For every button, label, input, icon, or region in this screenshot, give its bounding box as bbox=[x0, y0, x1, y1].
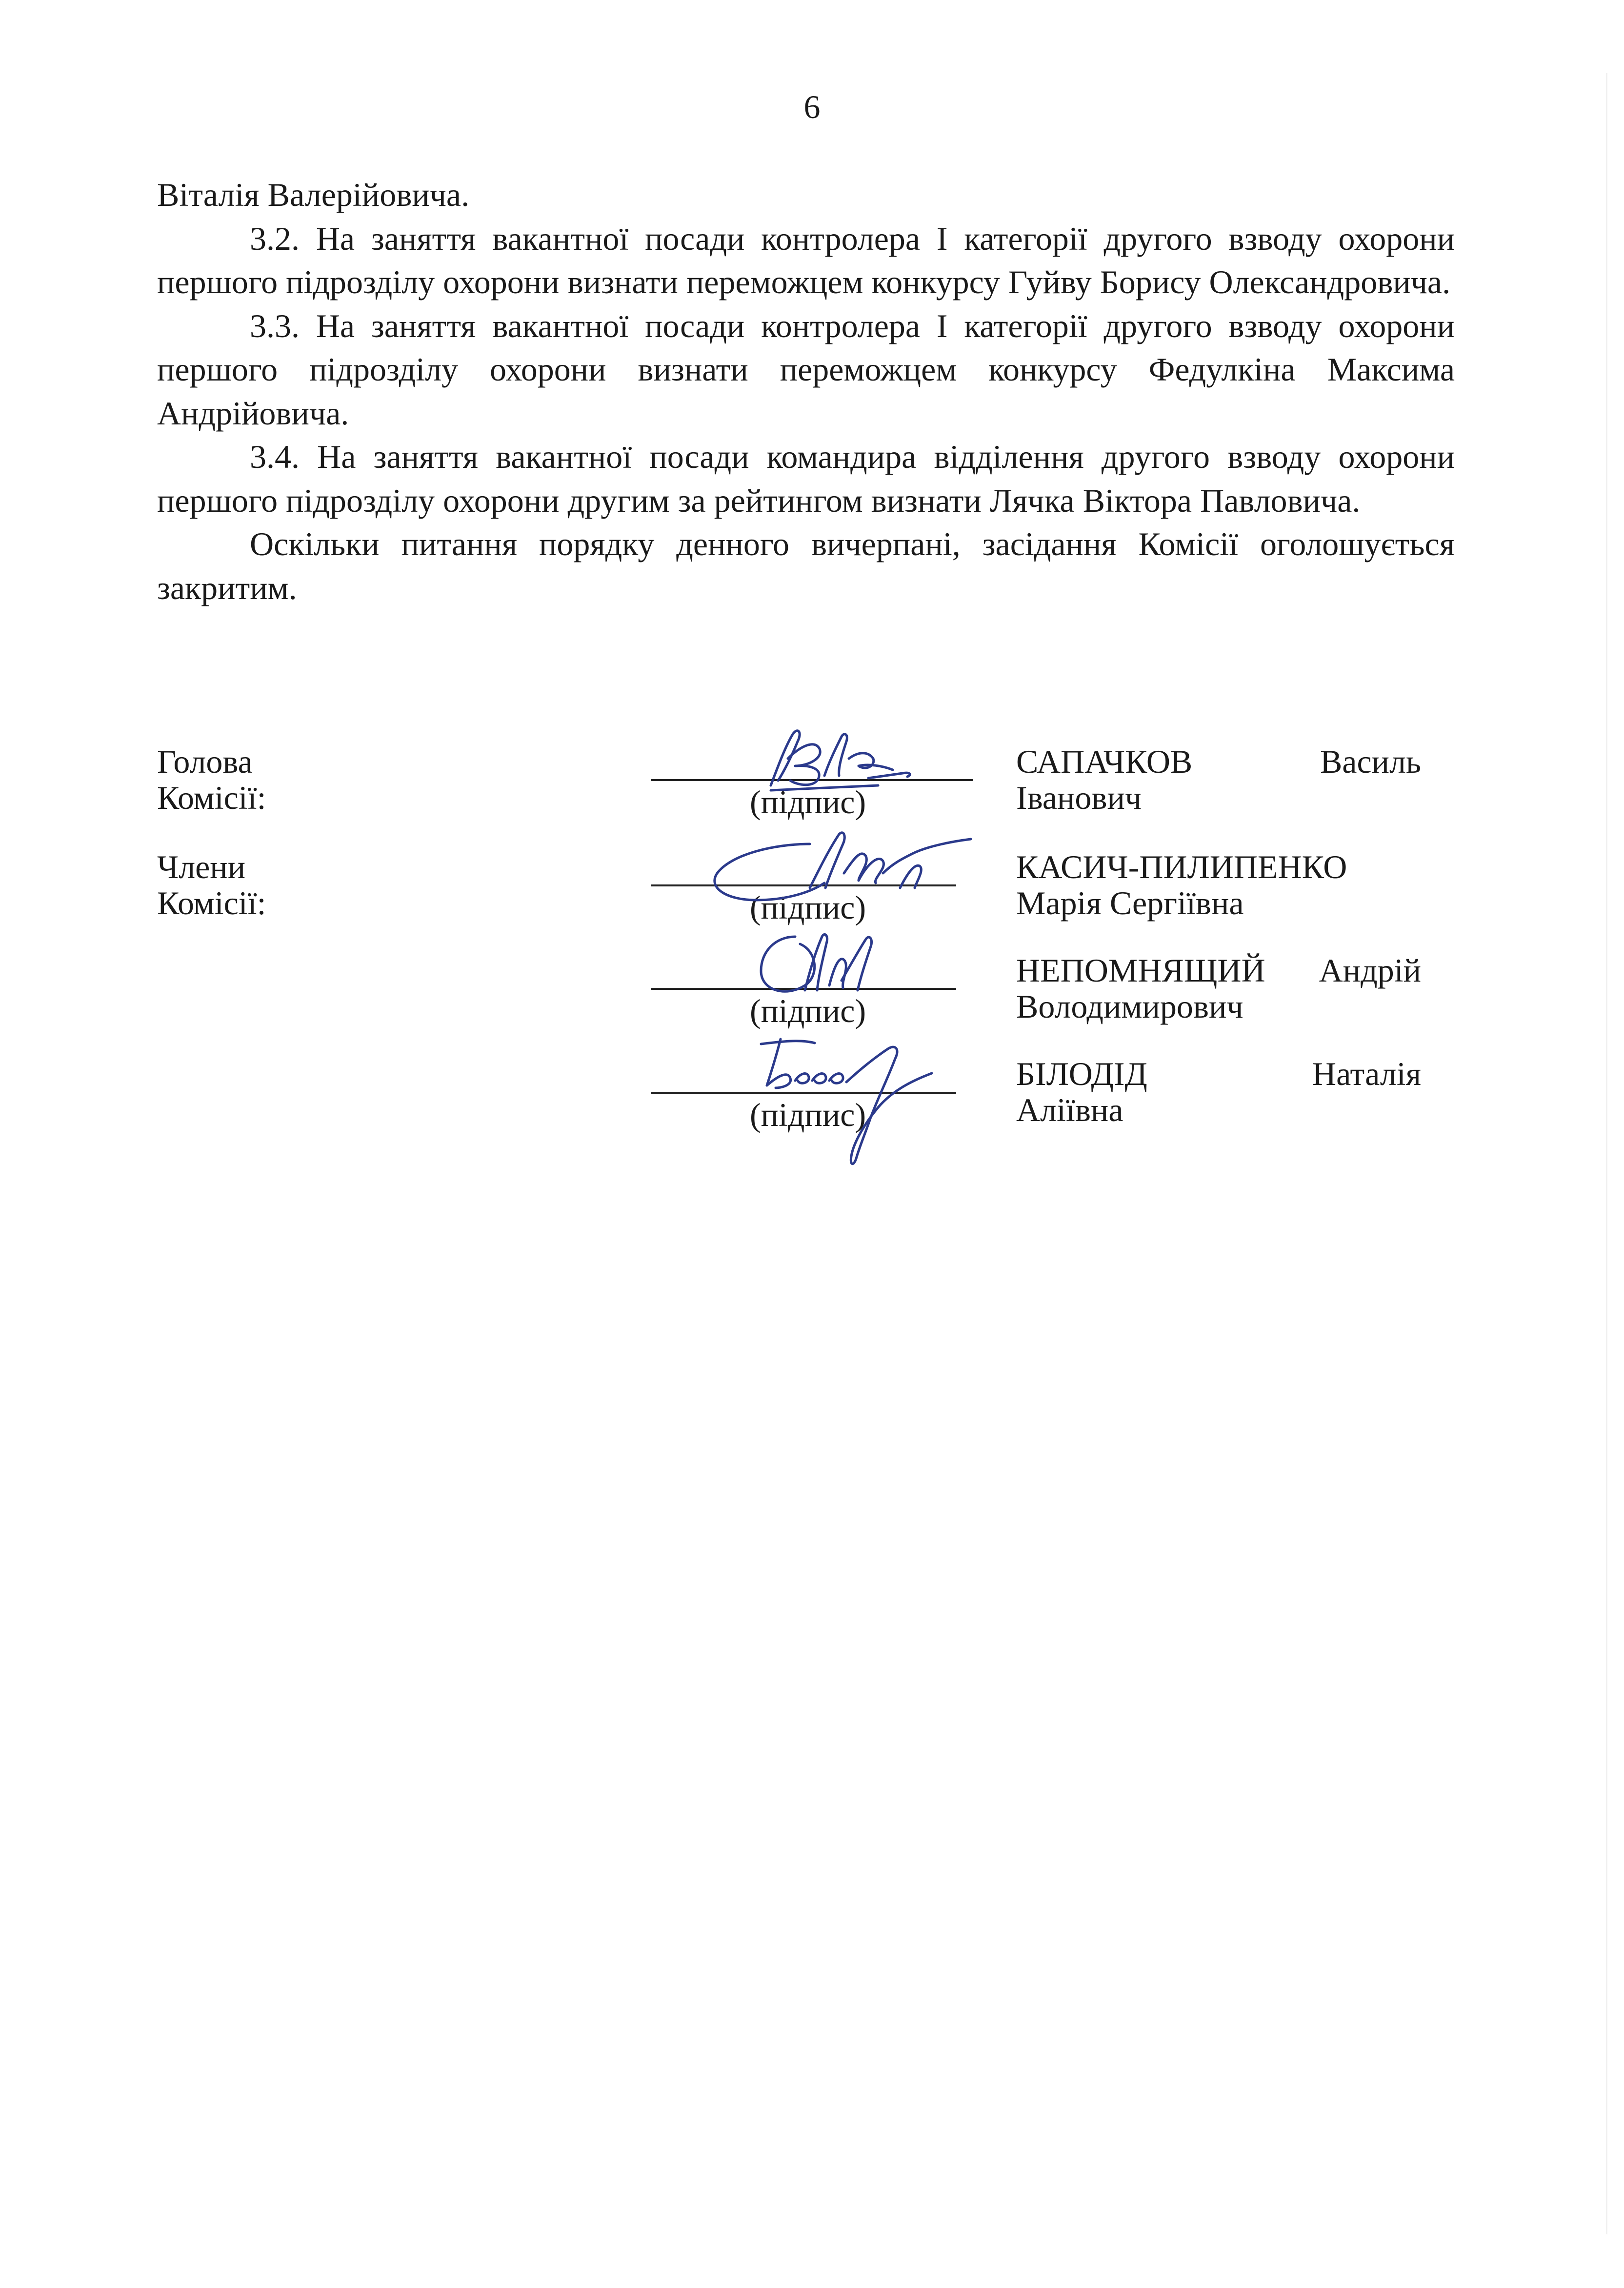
signatory-first-name: Василь bbox=[1320, 743, 1421, 780]
handwritten-signature-2 bbox=[698, 815, 1015, 927]
handwritten-signature-3 bbox=[732, 917, 927, 1005]
signatory-surname: КАСИЧ-ПИЛИПЕНКО bbox=[1016, 848, 1347, 885]
signature-caption: (підпис) bbox=[750, 1096, 866, 1133]
paragraph-3-4: 3.4. На заняття вакантної посади командира відділення другого взводу охорони першого підрозділу охорони другим за рейтингом визнати Лячка Віктора Павловича. bbox=[157, 438, 1455, 519]
role-members-line1: Члени bbox=[157, 848, 246, 885]
handwritten-signature-1 bbox=[673, 712, 1005, 810]
signatory-surname: БІЛОДІД bbox=[1016, 1055, 1147, 1092]
signatory-sapachkov bbox=[1016, 743, 1421, 816]
paragraph-3-3: 3.3. На заняття вакантної посади контролера І категорії другого взводу охорони першого підрозділу охорони визнати переможцем конкурсу Федулкіна Максима Андрійовича. bbox=[157, 307, 1455, 432]
signatory-patronymic: Аліївна bbox=[1016, 1091, 1123, 1128]
scan-edge bbox=[1606, 73, 1607, 2234]
role-members-line2: Комісії: bbox=[157, 884, 266, 922]
signatory-first-name: Наталія bbox=[1312, 1055, 1421, 1092]
signatory-patronymic: Марія Сергіївна bbox=[1016, 884, 1244, 922]
signature-caption: (підпис) bbox=[750, 889, 866, 926]
signatory-patronymic: Іванович bbox=[1016, 779, 1142, 816]
role-chair-line1: Голова bbox=[157, 743, 253, 780]
signatory-surname: САПАЧКОВ bbox=[1016, 743, 1193, 780]
paragraph-continuation: Віталія Валерійовича. bbox=[157, 176, 470, 213]
document-body bbox=[157, 173, 1455, 610]
signatory-kasych-pylypenko bbox=[1016, 849, 1421, 921]
handwritten-signature-4 bbox=[732, 1024, 1034, 1171]
signature-caption: (підпис) bbox=[750, 992, 866, 1029]
paragraph-3-2: 3.2. На заняття вакантної посади контролера І категорії другого взводу охорони першого підрозділу охорони визнати переможцем конкурсу Гуйву Борису Олександровича. bbox=[157, 220, 1455, 301]
signatory-surname: НЕПОМНЯЩИЙ bbox=[1016, 952, 1265, 989]
signature-caption: (підпис) bbox=[750, 783, 866, 821]
signatory-first-name: Андрій bbox=[1319, 952, 1421, 989]
signatory-patronymic: Володимирович bbox=[1016, 988, 1243, 1025]
signatory-nepomniashchyi bbox=[1016, 952, 1421, 1024]
role-chair-line2: Комісії: bbox=[157, 779, 266, 816]
paragraph-closing: Оскільки питання порядку денного вичерпані, засідання Комісії оголошується закритим. bbox=[157, 525, 1455, 606]
page-number: 6 bbox=[803, 88, 821, 125]
role-chair bbox=[157, 743, 266, 816]
role-members bbox=[157, 849, 266, 921]
signatory-bilodid bbox=[1016, 1056, 1421, 1128]
